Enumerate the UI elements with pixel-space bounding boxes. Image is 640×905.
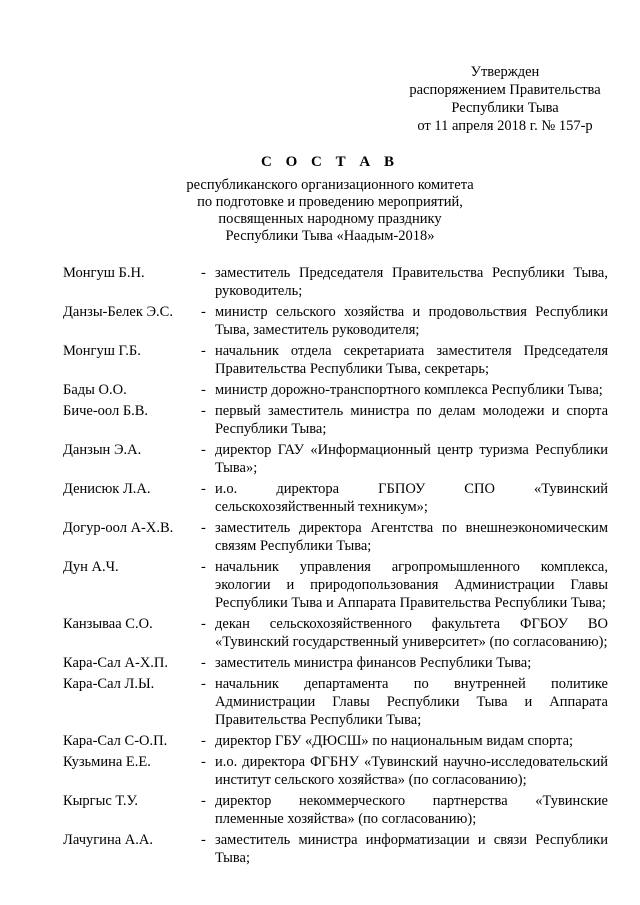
member-role: заместитель министра финансов Республики Тыва; xyxy=(215,655,532,671)
member-role: заместитель директора Агентства по внешнеэкономическим связям Республики Тыва; xyxy=(215,520,608,554)
member-role: директор ГБУ «ДЮСШ» по национальным видам спорта; xyxy=(215,733,574,749)
member-name: Кузьмина Е.Е. xyxy=(63,754,151,770)
member-row xyxy=(63,441,608,477)
document-subtitle xyxy=(0,177,640,245)
approval-line: Утвержден xyxy=(470,64,540,80)
member-row xyxy=(63,342,608,378)
member-name: Монгуш Б.Н. xyxy=(63,265,145,281)
member-name: Монгуш Г.Б. xyxy=(63,343,141,359)
subtitle-line: республиканского организационного комитета xyxy=(186,177,474,193)
member-dash: - xyxy=(201,616,206,632)
approval-stamp xyxy=(400,63,610,135)
member-role: первый заместитель министра по делам молодежи и спорта Республики Тыва; xyxy=(215,403,608,437)
member-role: начальник отдела секретариата заместителя Председателя Правительства Республики Тыва, секретарь; xyxy=(215,343,608,377)
member-row xyxy=(63,264,608,300)
member-name: Данзы-Белек Э.С. xyxy=(63,304,173,320)
subtitle-line: по подготовке и проведению мероприятий, xyxy=(197,194,463,210)
member-dash: - xyxy=(201,559,206,575)
member-name: Лачугина А.А. xyxy=(63,832,153,848)
document-title: С О С Т А В xyxy=(261,154,399,170)
document-heading xyxy=(0,153,640,245)
member-dash: - xyxy=(201,793,206,809)
subtitle-line: посвященных народному празднику xyxy=(218,211,442,227)
member-dash: - xyxy=(201,442,206,458)
member-dash: - xyxy=(201,382,206,398)
member-dash: - xyxy=(201,754,206,770)
member-row xyxy=(63,753,608,789)
member-dash: - xyxy=(201,481,206,497)
member-dash: - xyxy=(201,676,206,692)
members-list xyxy=(63,264,608,870)
member-dash: - xyxy=(201,403,206,419)
approval-line: распоряжением Правительства xyxy=(409,82,601,98)
member-name: Дун А.Ч. xyxy=(63,559,119,575)
member-role: декан сельскохозяйственного факультета ФГБОУ ВО «Тувинский государственный университет» (по согласованию); xyxy=(215,616,608,650)
member-name: Кара-Сал А-Х.П. xyxy=(63,655,169,671)
approval-line: от 11 апреля 2018 г. № 157-р xyxy=(417,118,593,134)
member-row xyxy=(63,654,608,672)
member-dash: - xyxy=(201,343,206,359)
member-name: Денисюк Л.А. xyxy=(63,481,151,497)
member-role: начальник департамента по внутренней политике Администрации Главы Республики Тыва и Аппарата Правительства Республики Тыва; xyxy=(215,676,608,728)
member-dash: - xyxy=(201,304,206,320)
member-row xyxy=(63,831,608,867)
member-role: директор некоммерческого партнерства «Тувинские племенные хозяйства» (по согласованию); xyxy=(215,793,608,827)
member-name: Догур-оол А-Х.В. xyxy=(63,520,174,536)
member-row xyxy=(63,480,608,516)
member-row xyxy=(63,558,608,612)
member-row xyxy=(63,303,608,339)
member-name: Кыргыс Т.У. xyxy=(63,793,138,809)
member-dash: - xyxy=(201,733,206,749)
approval-line: Республики Тыва xyxy=(451,100,559,116)
member-name: Кара-Сал С-О.П. xyxy=(63,733,168,749)
member-row xyxy=(63,615,608,651)
member-dash: - xyxy=(201,520,206,536)
member-role: и.о. директора ГБПОУ СПО «Тувинский сельскохозяйственный техникум»; xyxy=(215,481,608,515)
member-name: Бады О.О. xyxy=(63,382,127,398)
member-row xyxy=(63,402,608,438)
member-name: Данзын Э.А. xyxy=(63,442,142,458)
member-role: заместитель Председателя Правительства Республики Тыва, руководитель; xyxy=(215,265,608,299)
member-role: министр сельского хозяйства и продовольствия Республики Тыва, заместитель руководителя; xyxy=(215,304,608,338)
member-role: и.о. директора ФГБНУ «Тувинский научно-исследовательский институт сельского хозяйства» (по согласованию); xyxy=(215,754,608,788)
member-name: Канзываа С.О. xyxy=(63,616,153,632)
member-role: министр дорожно-транспортного комплекса Республики Тыва; xyxy=(215,382,603,398)
member-row xyxy=(63,519,608,555)
member-dash: - xyxy=(201,265,206,281)
member-role: директор ГАУ «Информационный центр туризма Республики Тыва»; xyxy=(215,442,608,476)
member-row xyxy=(63,792,608,828)
member-name: Кара-Сал Л.Ы. xyxy=(63,676,155,692)
member-role: заместитель министра информатизации и связи Республики Тыва; xyxy=(215,832,608,866)
member-role: начальник управления агропромышленного комплекса, экологии и природопользования Администрации Главы Республики Тыва и Аппарата Правительства Республики Тыва; xyxy=(215,559,608,611)
subtitle-line: Республики Тыва «Наадым-2018» xyxy=(225,228,435,244)
member-row xyxy=(63,381,608,399)
member-dash: - xyxy=(201,655,206,671)
member-row xyxy=(63,675,608,729)
member-dash: - xyxy=(201,832,206,848)
member-name: Биче-оол Б.В. xyxy=(63,403,149,419)
member-row xyxy=(63,732,608,750)
